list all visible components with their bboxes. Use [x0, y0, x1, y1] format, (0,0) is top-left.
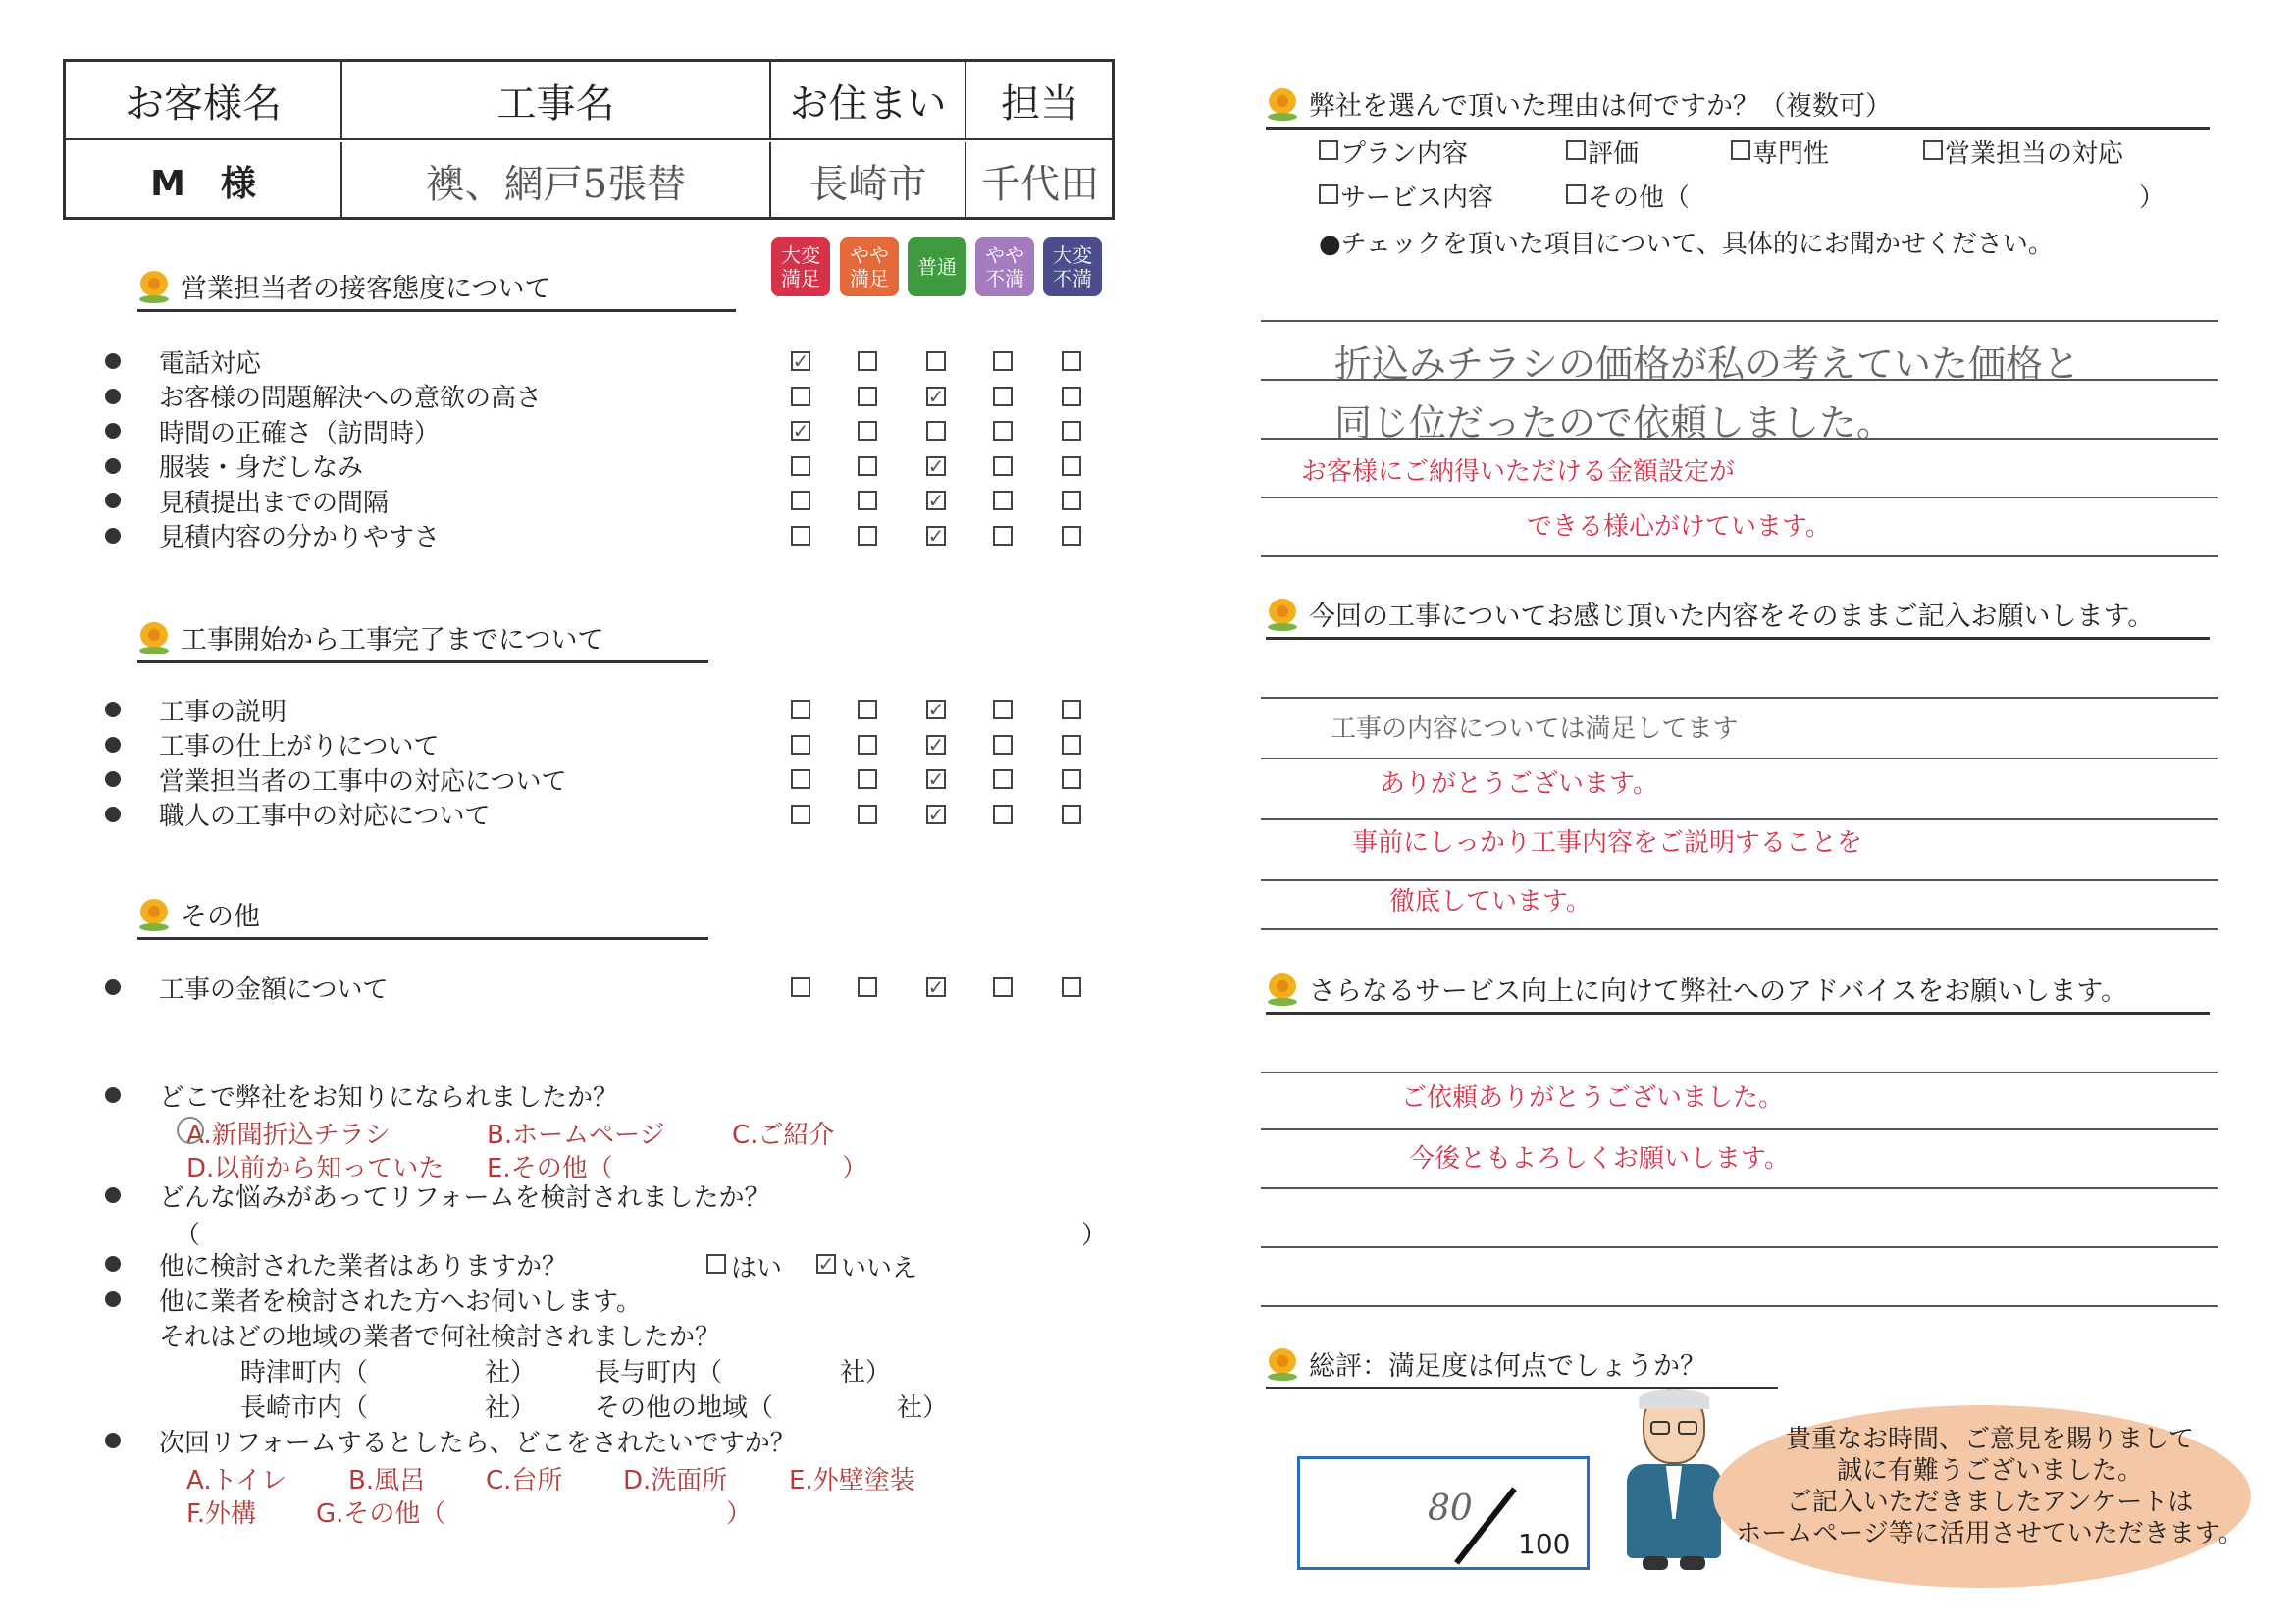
staff-value: 千代田: [981, 162, 1099, 207]
ruled-line: [1261, 1187, 2218, 1189]
competitor-yes-label: はい: [731, 1254, 783, 1283]
source-option-c[interactable]: C.ご紹介: [732, 1121, 835, 1150]
advice-reply-text-2: 今後ともよろしくお願いします。: [1409, 1144, 1790, 1174]
work-question-rating-checkbox[interactable]: [1062, 700, 1081, 719]
reason-expert-label: 専門性: [1752, 139, 1830, 169]
reason-plan-label: プラン内容: [1340, 139, 1469, 169]
sales-question-rating-checkbox[interactable]: [1062, 491, 1081, 510]
work-question-label: 営業担当者の工事中の対応について: [159, 766, 567, 797]
sales-question-rating-checkbox[interactable]: ✓: [927, 489, 945, 512]
bullet-icon: [105, 771, 121, 787]
source-option-b[interactable]: B.ホームページ: [487, 1121, 665, 1150]
region-other-unit: 社）: [897, 1393, 949, 1423]
work-question-rating-checkbox[interactable]: ✓: [927, 802, 945, 826]
work-question-rating-checkbox[interactable]: [791, 769, 810, 789]
next-option-b[interactable]: B.風呂: [348, 1466, 426, 1495]
reason-service-label: サービス内容: [1340, 183, 1494, 213]
sales-question-rating-checkbox[interactable]: [858, 526, 877, 546]
section-other-title: その他: [181, 902, 260, 932]
work-question-rating-checkbox[interactable]: [858, 700, 877, 719]
rating-badge-very-dissatisfied: [1043, 237, 1102, 296]
ruled-line: [1261, 697, 2218, 699]
rating-badge-text: 大変 不満: [1053, 243, 1092, 290]
ruled-line: [1261, 497, 2218, 498]
bullet-icon: [105, 423, 121, 439]
sales-question-label: 見積内容の分かりやすさ: [159, 523, 441, 552]
circle-mark-icon: [177, 1117, 204, 1144]
work-name: 襖、網戸5張替: [342, 142, 771, 220]
competitor-yes-checkbox[interactable]: [706, 1254, 726, 1274]
reason-other-close: ）: [2139, 183, 2166, 213]
region-tokitsu: 時津町内（: [240, 1358, 369, 1387]
sales-question-rating-checkbox[interactable]: [1062, 387, 1081, 406]
flower-icon: [1266, 598, 1299, 631]
reason-other-label: その他（: [1588, 183, 1691, 213]
header-work-label: 工事名: [342, 62, 771, 138]
ruled-line: [1261, 1128, 2218, 1130]
sales-question-rating-checkbox[interactable]: [926, 421, 946, 441]
other-question-rating-checkbox[interactable]: [858, 977, 877, 997]
flower-icon: [1266, 87, 1299, 121]
mascot-glasses-right: [1678, 1421, 1697, 1435]
reason-eval-checkbox[interactable]: [1566, 140, 1586, 160]
work-question-rating-checkbox[interactable]: [1062, 769, 1081, 789]
bullet-icon: [105, 807, 121, 822]
score-box[interactable]: [1297, 1456, 1590, 1570]
ruled-line: [1261, 818, 2218, 820]
next-option-f[interactable]: F.外構: [186, 1499, 257, 1529]
header-customer-label: お客様名: [66, 62, 342, 138]
rating-badge-dissatisfied: [975, 237, 1034, 296]
region-nagayo-unit: 社）: [840, 1358, 892, 1387]
worry-close: ）: [1081, 1221, 1108, 1250]
work-question-rating-checkbox[interactable]: ✓: [927, 698, 945, 721]
sales-question-rating-checkbox[interactable]: ✓: [927, 384, 945, 408]
reason-staff-label: 営業担当の対応: [1945, 139, 2124, 169]
score-title: 総評：満足度は何点でしょうか？: [1309, 1351, 1706, 1382]
next-option-a[interactable]: A.トイレ: [186, 1466, 287, 1495]
sales-question-rating-checkbox[interactable]: [993, 351, 1013, 371]
sales-question-rating-checkbox[interactable]: [1062, 456, 1081, 476]
next-option-e[interactable]: E.外壁塗装: [789, 1466, 915, 1495]
work-question-rating-checkbox[interactable]: [993, 769, 1013, 789]
region-question-2: それはどの地域の業者で何社検討されましたか？: [159, 1323, 721, 1352]
mascot-glasses-left: [1650, 1421, 1670, 1435]
sales-question-rating-checkbox[interactable]: ✓: [927, 453, 945, 478]
rating-badge-text: やや 不満: [985, 243, 1024, 290]
section-advice-header: [1266, 969, 2210, 1015]
work-question-rating-checkbox[interactable]: [858, 769, 877, 789]
mascot-illustration: [1613, 1386, 1735, 1572]
sales-question-rating-checkbox[interactable]: [858, 491, 877, 510]
region-nagayo: 長与町内（: [595, 1358, 723, 1387]
sales-question-label: お客様の問題解決への意欲の高さ: [159, 384, 543, 413]
address-value: 長崎市: [771, 142, 966, 220]
ruled-line: [1261, 758, 2218, 759]
reason-other-checkbox[interactable]: [1566, 184, 1586, 204]
reason-expert-checkbox[interactable]: [1731, 140, 1750, 160]
flower-icon: [1266, 1347, 1299, 1381]
work-question-label: 工事の説明: [159, 697, 287, 727]
sales-question-rating-checkbox[interactable]: [993, 526, 1013, 546]
sales-question-rating-checkbox[interactable]: [858, 387, 877, 406]
impression-reply-text-3: 徹底しています。: [1389, 887, 1592, 916]
bullet-icon: [105, 979, 121, 995]
region-nagasaki: 長崎市内（: [240, 1393, 369, 1423]
sales-question-rating-checkbox[interactable]: [1062, 421, 1081, 441]
ruled-line: [1261, 928, 2218, 930]
customer-name: M 様: [66, 142, 342, 220]
sales-question-rating-checkbox[interactable]: [858, 351, 877, 371]
region-tokitsu-unit: 社）: [485, 1358, 537, 1387]
bullet-icon: [105, 353, 121, 369]
sales-question-rating-checkbox[interactable]: ✓: [927, 523, 945, 548]
source-option-e[interactable]: E.その他（: [487, 1154, 613, 1183]
sales-question-label: 電話対応: [159, 348, 262, 379]
sales-question-rating-checkbox[interactable]: [993, 456, 1013, 476]
header-table: [63, 59, 1115, 220]
sales-question-rating-checkbox[interactable]: [791, 526, 810, 546]
ruled-line: [1261, 1072, 2218, 1073]
mascot-shoe-right: [1680, 1556, 1705, 1570]
sales-question-rating-checkbox[interactable]: [993, 421, 1013, 441]
sales-question-label: 服装・身だしなみ: [159, 453, 364, 483]
work-question-rating-checkbox[interactable]: [993, 700, 1013, 719]
other-question-rating-checkbox[interactable]: [791, 977, 810, 997]
section-work-header: [137, 618, 708, 663]
competitor-no-checkbox[interactable]: ✓: [817, 1252, 835, 1276]
other-question-rating-checkbox[interactable]: [1062, 977, 1081, 997]
work-question-rating-checkbox[interactable]: ✓: [927, 767, 945, 791]
sales-question-label: 見積提出までの間隔: [159, 488, 390, 518]
section-work-title: 工事開始から工事完了までについて: [181, 625, 604, 655]
work-question-rating-checkbox[interactable]: [1062, 735, 1081, 755]
work-question-rating-checkbox[interactable]: [791, 700, 810, 719]
bullet-icon: [105, 493, 121, 508]
thanks-line-1: 貴重なお時間、ご意見を賜りまして: [1785, 1425, 2194, 1454]
next-option-c[interactable]: C.台所: [486, 1466, 563, 1495]
work-question-rating-checkbox[interactable]: [858, 805, 877, 824]
rating-badge-satisfied: [840, 237, 899, 296]
sales-question-rating-checkbox[interactable]: [791, 491, 810, 510]
work-question-label: 工事の仕上がりについて: [159, 732, 440, 761]
section-score-header: [1266, 1344, 1778, 1389]
rating-badge-text: やや 満足: [850, 243, 889, 290]
sales-question-rating-checkbox[interactable]: [926, 351, 946, 371]
other-question-rating-checkbox[interactable]: ✓: [927, 975, 945, 999]
region-other: その他の地域（: [595, 1393, 774, 1423]
rating-badge-text: 大変 満足: [781, 243, 820, 290]
section-sales-title: 営業担当者の接客態度について: [181, 274, 551, 304]
reason-reply-text-2: できる様心がけています。: [1527, 512, 1831, 542]
sales-question-rating-checkbox[interactable]: [993, 491, 1013, 510]
next-option-g[interactable]: G.その他（: [316, 1499, 446, 1529]
reason-staff-checkbox[interactable]: [1923, 140, 1943, 160]
work-question-rating-checkbox[interactable]: [993, 805, 1013, 824]
competitor-no-label: いいえ: [841, 1254, 918, 1283]
sales-question-rating-checkbox[interactable]: [791, 456, 810, 476]
mascot-shoe-left: [1643, 1556, 1668, 1570]
source-option-e-close: ）: [842, 1154, 868, 1183]
impression-reply-text-2: 事前にしっかり工事内容をご説明することを: [1352, 828, 1863, 858]
score-value: 80: [1428, 1489, 1473, 1529]
work-question-rating-checkbox[interactable]: [1062, 805, 1081, 824]
bullet-icon: [105, 702, 121, 717]
thanks-line-2: 誠に有難うございました。: [1836, 1456, 2143, 1486]
section-impression-header: [1266, 595, 2210, 640]
work-question-label: 職人の工事中の対応について: [159, 802, 491, 831]
work-question-rating-checkbox[interactable]: [858, 735, 877, 755]
work-question-rating-checkbox[interactable]: [993, 735, 1013, 755]
sales-question-rating-checkbox[interactable]: [1062, 351, 1081, 371]
sales-question-rating-checkbox[interactable]: ✓: [792, 349, 809, 373]
sales-question-rating-checkbox[interactable]: [1062, 526, 1081, 546]
section-other-header: [137, 895, 708, 940]
impression-title: 今回の工事についてお感じ頂いた内容をそのままご記入お願いします。: [1309, 602, 2155, 632]
other-question-rating-checkbox[interactable]: [993, 977, 1013, 997]
reason-service-checkbox[interactable]: [1319, 184, 1338, 204]
header-address-label: お住まい: [771, 62, 966, 138]
reason-customer-text-2: 同じ位だったので依頼しました。: [1334, 401, 1895, 445]
ruled-line: [1261, 1246, 2218, 1248]
worry-open: （: [175, 1221, 201, 1250]
flower-icon: [137, 621, 171, 654]
score-max: 100: [1518, 1528, 1571, 1560]
work-question-rating-checkbox[interactable]: [791, 805, 810, 824]
sales-question-rating-checkbox[interactable]: [858, 456, 877, 476]
sales-question-rating-checkbox[interactable]: [858, 421, 877, 441]
advice-reply-text-1: ご依頼ありがとうございました。: [1401, 1083, 1785, 1113]
bullet-icon: [105, 528, 121, 544]
sales-question-rating-checkbox[interactable]: ✓: [792, 419, 809, 443]
reason-customer-text-1: 折込みチラシの価格が私の考えていた価格と: [1334, 342, 2081, 386]
reason-title: 弊社を選んで頂いた理由は何ですか？（複数可）: [1309, 91, 1892, 122]
thanks-line-3: ご記入いただきましたアンケートは: [1786, 1488, 2194, 1517]
impression-customer-text-1: 工事の内容については満足してます: [1331, 714, 1739, 744]
work-question-rating-checkbox[interactable]: [791, 735, 810, 755]
source-option-a[interactable]: A.新聞折込チラシ: [186, 1115, 391, 1151]
source-option-d[interactable]: D.以前から知っていた: [186, 1154, 444, 1183]
advice-title: さらなるサービス向上に向けて弊社へのアドバイスをお願いします。: [1309, 976, 2128, 1007]
sales-question-rating-checkbox[interactable]: [791, 387, 810, 406]
header-value-row: [66, 142, 1112, 220]
flower-icon: [137, 898, 171, 931]
header-staff-label: 担当: [1001, 80, 1079, 127]
mascot-hair: [1639, 1389, 1709, 1409]
work-question-rating-checkbox[interactable]: ✓: [927, 732, 945, 757]
bullet-icon: [105, 737, 121, 753]
other-question-label: 工事の金額について: [159, 974, 389, 1005]
reason-detail-prompt: ●チェックを頂いた項目について、具体的にお聞かせください。: [1319, 230, 2054, 259]
reason-plan-checkbox[interactable]: [1319, 140, 1338, 160]
next-option-g-close: ）: [726, 1499, 753, 1529]
ruled-line: [1261, 555, 2218, 557]
section-reason-header: [1266, 84, 2210, 130]
reason-reply-text-1: お客様にご納得いただける金額設定が: [1301, 457, 1736, 487]
rating-badge-very-satisfied: [771, 237, 830, 296]
flower-icon: [1266, 972, 1299, 1006]
header-row: [66, 62, 1112, 140]
section-sales-header: [137, 267, 736, 312]
bullet-icon: [105, 458, 121, 474]
sales-question-label: 時間の正確さ（訪問時）: [159, 418, 441, 448]
reason-eval-label: 評価: [1588, 139, 1640, 169]
region-nagasaki-unit: 社）: [485, 1393, 537, 1423]
next-option-d[interactable]: D.洗面所: [623, 1466, 728, 1495]
ruled-line: [1261, 1305, 2218, 1307]
bullet-icon: [105, 389, 121, 404]
rating-badge-normal: 普通: [908, 237, 966, 296]
impression-reply-text-1: ありがとうございます。: [1380, 769, 1658, 799]
sales-question-rating-checkbox[interactable]: [993, 387, 1013, 406]
ruled-line: [1261, 320, 2218, 322]
thanks-line-4: ホームページ等に活用させていただきます。: [1736, 1519, 2244, 1548]
flower-icon: [137, 270, 171, 303]
